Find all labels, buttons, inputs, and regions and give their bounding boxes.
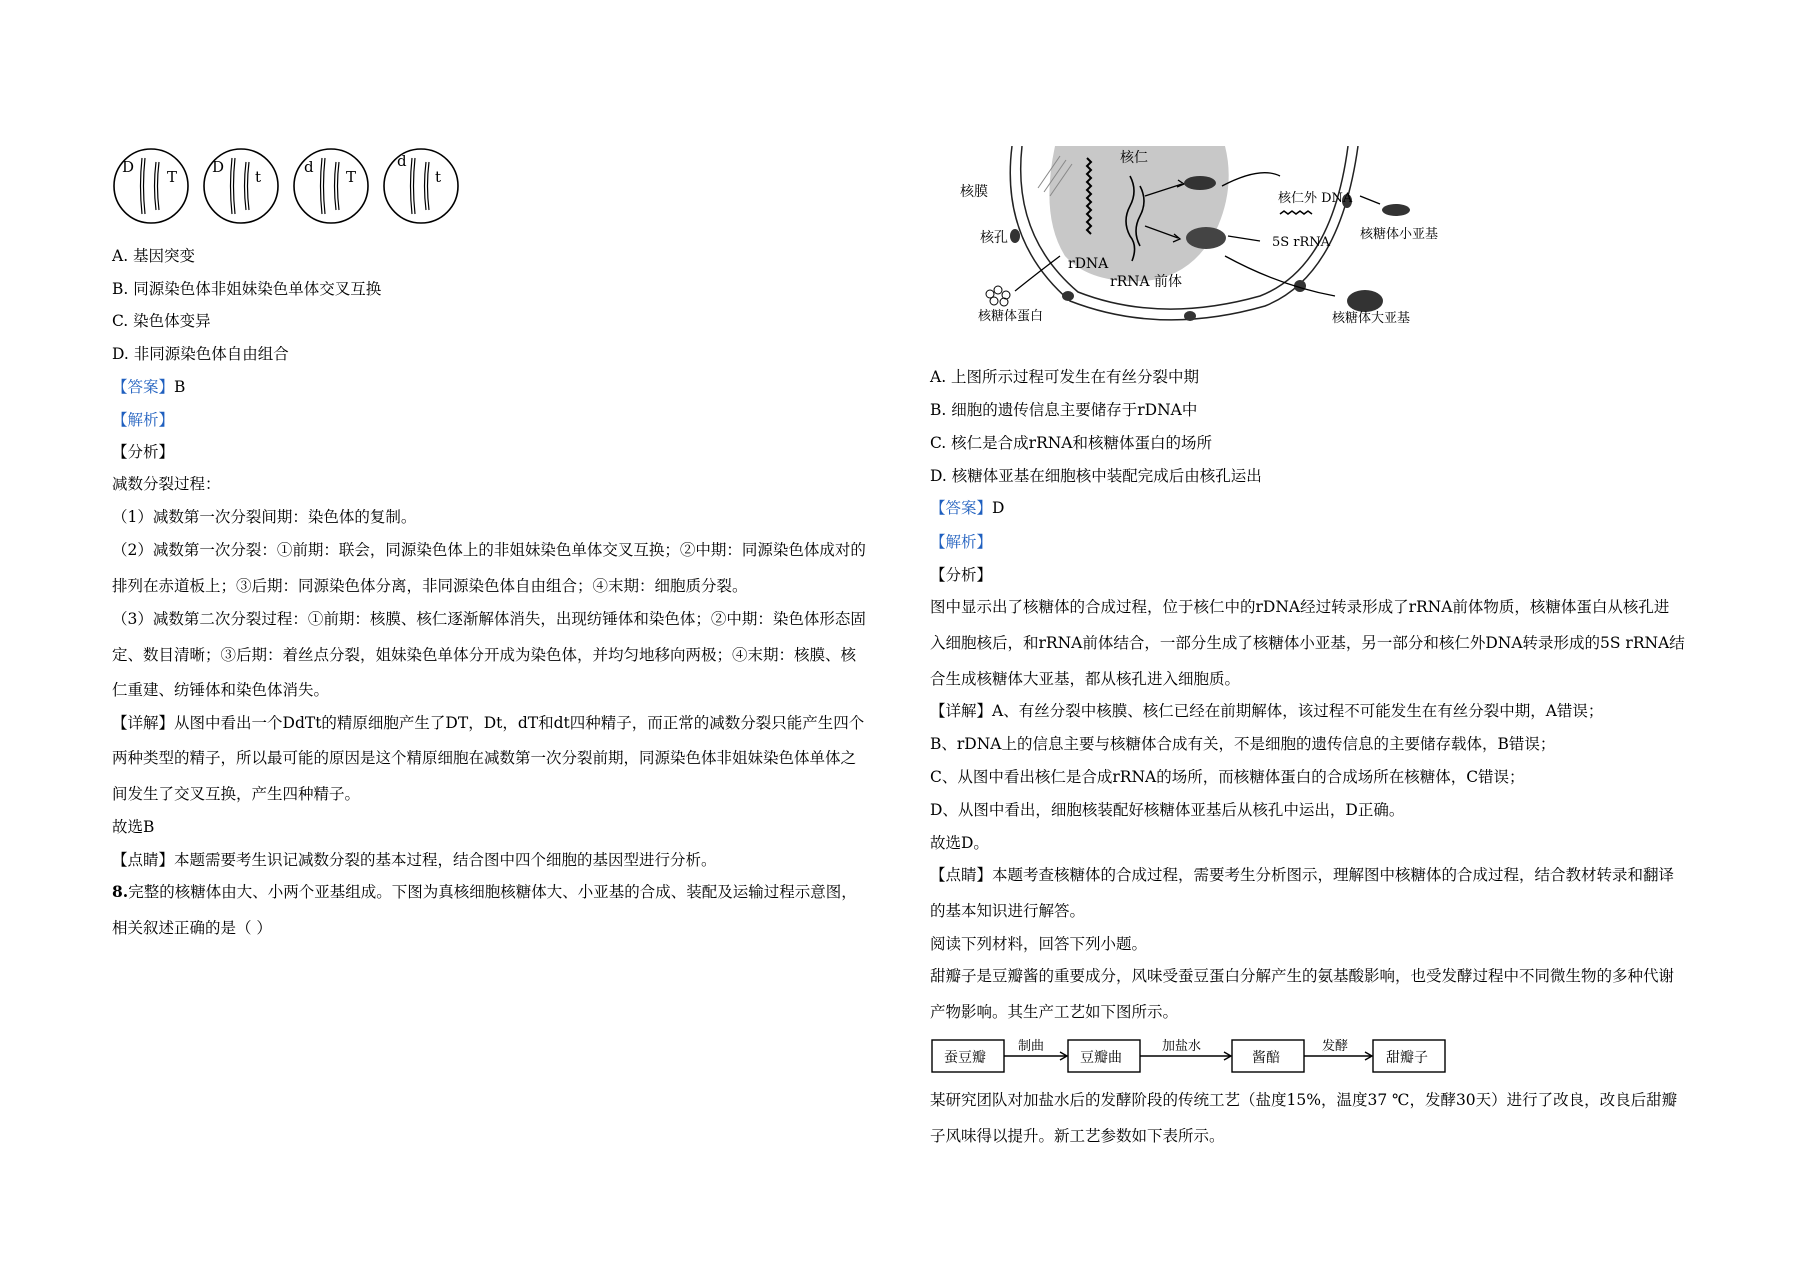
flow-arrow-1: 制曲 bbox=[1018, 1039, 1045, 1054]
analysis-line-2: （1）减数第一次分裂间期：染色体的复制。 bbox=[112, 508, 417, 526]
r-detail-text-1: A、有丝分裂中核膜、核仁已经在前期解体，该过程不可能发生在有丝分裂中期，A错误； bbox=[992, 702, 1604, 720]
label-precursor: rRNA 前体 bbox=[1110, 274, 1183, 290]
detail-tag: 【详解】 bbox=[112, 714, 175, 732]
r-detail-line-1 bbox=[930, 701, 1603, 721]
detail-line-2: 两种类型的精子，所以最可能的原因是这个精原细胞在减数第一次分裂前期，同源染色体非姐妹染色体单体之 bbox=[112, 749, 857, 767]
analysis-line-4: 排列在赤道板上；③后期：同源染色体分离，非同源染色体自由组合；④末期：细胞质分裂。 bbox=[112, 577, 748, 595]
cell-4-gene-b: t bbox=[435, 168, 442, 186]
flow-step-4: 甜瓣子 bbox=[1386, 1050, 1428, 1066]
cell-3 bbox=[294, 149, 368, 223]
cell-2-gene-a: D bbox=[212, 158, 225, 176]
flow-arrow-3: 发酵 bbox=[1322, 1039, 1349, 1054]
r-analysis-line-1: 图中显示出了核糖体的合成过程，位于核仁中的rDNA经过转录形成了rRNA前体物质，核糖体蛋白从核孔进 bbox=[930, 598, 1670, 616]
label-protein: 核糖体蛋白 bbox=[978, 309, 1044, 324]
cell-4 bbox=[384, 149, 458, 223]
flow-step-3: 酱醅 bbox=[1252, 1050, 1280, 1066]
dianjing-tag: 【点睛】 bbox=[112, 851, 175, 869]
r-analysis-line-3: 合生成核糖体大亚基，都从核孔进入细胞质。 bbox=[930, 670, 1241, 688]
flow-step-2: 豆瓣曲 bbox=[1080, 1050, 1122, 1066]
r-dianjing-line-1 bbox=[930, 865, 1674, 885]
label-nucleolus: 核仁 bbox=[1120, 150, 1148, 166]
large-subunit-inner bbox=[1186, 227, 1226, 249]
q8-number: 8. bbox=[112, 882, 129, 901]
analysis-line-1: 减数分裂过程： bbox=[112, 475, 221, 493]
detail-line-3: 间发生了交叉互换，产生四种精子。 bbox=[112, 785, 361, 803]
r-dianjing-line-2: 的基本知识进行解答。 bbox=[930, 902, 1086, 920]
r-answer-tag: 【答案】 bbox=[930, 499, 993, 517]
q8-line-1 bbox=[112, 882, 857, 902]
analysis-line-5: （3）减数第二次分裂过程：①前期：核膜、核仁逐渐解体消失，出现纺锤体和染色体；②中期：染色体形态固 bbox=[112, 610, 866, 628]
material-line-1: 甜瓣子是豆瓣酱的重要成分，风味受蚕豆蛋白分解产生的氨基酸影响，也受发酵过程中不同微生物的多种代谢 bbox=[930, 967, 1675, 985]
r-analysis-tag: 【解析】 bbox=[930, 533, 993, 551]
ribosome-protein-cluster bbox=[986, 286, 1010, 306]
material-line-2: 产物影响。其生产工艺如下图所示。 bbox=[930, 1003, 1179, 1021]
option-d: D. 非同源染色体自由组合 bbox=[112, 345, 289, 363]
cell-3-gene-b: T bbox=[346, 168, 357, 186]
r-answer-line bbox=[930, 498, 1004, 518]
ribosome-diagram bbox=[960, 146, 1440, 336]
small-subunit-outer bbox=[1382, 204, 1410, 216]
cell-1-gene-a: D bbox=[122, 158, 135, 176]
extra-dna-strand bbox=[1280, 211, 1312, 214]
cell-1-gene-b: T bbox=[167, 168, 178, 186]
dianjing-text: 本题需要考生识记减数分裂的基本过程，结合图中四个细胞的基因型进行分析。 bbox=[174, 851, 717, 869]
research-line-1: 某研究团队对加盐水后的发酵阶段的传统工艺（盐度15%，温度37 ℃，发酵30天）进行了改良，改良后甜瓣 bbox=[930, 1091, 1678, 1109]
q8-line-2: 相关叙述正确的是（ ） bbox=[112, 919, 272, 937]
r-dianjing-text-1: 本题考查核糖体的合成过程，需要考生分析图示，理解图中核糖体的合成过程，结合教材转录和翻译 bbox=[992, 866, 1675, 884]
dianjing-line bbox=[112, 850, 717, 870]
answer-value: B bbox=[174, 378, 186, 396]
label-rdna: rDNA bbox=[1068, 256, 1109, 272]
r-detail-line-3: C、从图中看出核仁是合成rRNA的场所，而核糖体蛋白的合成场所在核糖体，C错误； bbox=[930, 768, 1525, 786]
conclusion: 故选B bbox=[112, 818, 155, 836]
option-c: C. 染色体变异 bbox=[112, 312, 211, 330]
detail-text-1: 从图中看出一个DdTt的精原细胞产生了DT，Dt，dT和dt四种精子，而正常的减数分裂只能产生四个 bbox=[174, 714, 865, 732]
option-a: A. 基因突变 bbox=[112, 247, 196, 265]
fenxi-tag: 【分析】 bbox=[112, 443, 175, 461]
cell-4-gene-a: d bbox=[397, 152, 407, 170]
label-membrane: 核膜 bbox=[960, 184, 988, 200]
cells-figure bbox=[112, 140, 472, 232]
research-line-2: 子风味得以提升。新工艺参数如下表所示。 bbox=[930, 1127, 1225, 1145]
r-answer-value: D bbox=[992, 499, 1005, 517]
r-option-b: B. 细胞的遗传信息主要储存于rDNA中 bbox=[930, 401, 1198, 419]
q8-text-1: 完整的核糖体由大、小两个亚基组成。下图为真核细胞核糖体大、小亚基的合成、装配及运输过程示意图， bbox=[128, 883, 857, 901]
r-dianjing-tag: 【点睛】 bbox=[930, 866, 993, 884]
label-pore: 核孔 bbox=[980, 230, 1008, 246]
r-option-d: D. 核糖体亚基在细胞核中装配完成后由核孔运出 bbox=[930, 467, 1262, 485]
r-analysis-line-2: 入细胞核后，和rRNA前体结合，一部分生成了核糖体小亚基，另一部分和核仁外DNA转录形成的5S rRNA结 bbox=[930, 634, 1685, 652]
r-detail-tag: 【详解】 bbox=[930, 702, 993, 720]
large-subunit-outer bbox=[1347, 290, 1383, 312]
analysis-line-3: （2）减数第一次分裂：①前期：联会，同源染色体上的非姐妹染色单体交叉互换；②中期：同源染色体成对的 bbox=[112, 541, 866, 559]
option-b: B. 同源染色体非姐妹染色单体交叉互换 bbox=[112, 280, 382, 298]
r-conclusion: 故选D。 bbox=[930, 834, 989, 852]
r-option-a: A. 上图所示过程可发生在有丝分裂中期 bbox=[930, 368, 1200, 386]
cell-3-gene-a: d bbox=[304, 158, 314, 176]
analysis-line-7: 仁重建、纺锤体和染色体消失。 bbox=[112, 681, 330, 699]
cell-2-gene-b: t bbox=[255, 168, 262, 186]
detail-line-1 bbox=[112, 713, 864, 733]
label-large: 核糖体大亚基 bbox=[1332, 311, 1411, 326]
process-flowchart bbox=[930, 1034, 1450, 1078]
r-detail-line-4: D、从图中看出，细胞核装配好核糖体亚基后从核孔中运出，D正确。 bbox=[930, 801, 1405, 819]
label-small: 核糖体小亚基 bbox=[1360, 227, 1439, 242]
analysis-line-6: 定、数目清晰；③后期：着丝点分裂，姐妹染色单体分开成为染色体，并均匀地移向两极；④末期：核膜、核 bbox=[112, 646, 857, 664]
flow-step-1: 蚕豆瓣 bbox=[944, 1050, 986, 1066]
read-line: 阅读下列材料，回答下列小题。 bbox=[930, 935, 1148, 953]
flow-arrow-2: 加盐水 bbox=[1162, 1039, 1202, 1054]
cell-1 bbox=[114, 149, 188, 223]
answer-line bbox=[112, 377, 185, 397]
r-detail-line-2: B、rDNA上的信息主要与核糖体合成有关，不是细胞的遗传信息的主要储存载体，B错误； bbox=[930, 735, 1556, 753]
answer-tag: 【答案】 bbox=[112, 378, 175, 396]
cell-2 bbox=[204, 149, 278, 223]
r-fenxi-tag: 【分析】 bbox=[930, 566, 993, 584]
analysis-tag: 【解析】 bbox=[112, 411, 175, 429]
label-5s: 5S rRNA bbox=[1272, 235, 1331, 250]
r-option-c: C. 核仁是合成rRNA和核糖体蛋白的场所 bbox=[930, 434, 1212, 452]
small-subunit-inner bbox=[1184, 176, 1216, 190]
label-extra-dna: 核仁外 DNA bbox=[1278, 191, 1353, 206]
